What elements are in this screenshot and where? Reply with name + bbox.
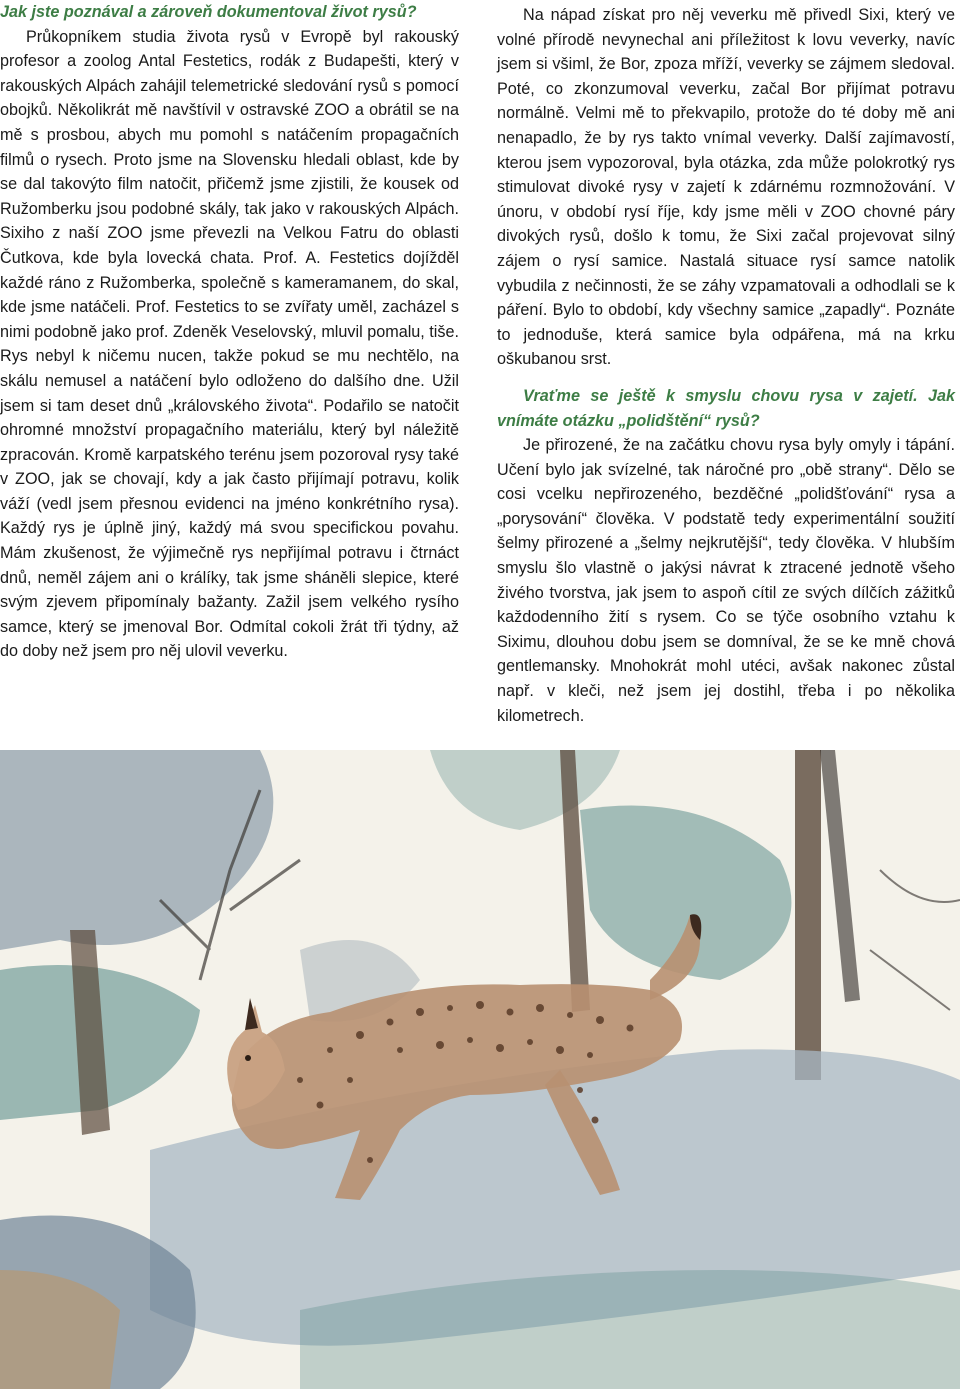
section-heading-1: Jak jste poznával a zároveň dokumentoval život rysů? [0,3,417,21]
left-paragraph: Průkopníkem studia života rysů v Evropě byl rakouský profesor a zoolog Antal Festetics, rodák z Budapešti, který v rakouských Alpách zahájil telemetrické sledování rysů s pomocí obojků. Několikrát mě navštívil v ostravské ZOO a obrátil se na mě s prosbou, abych mu pomohl s natáčením propagačních filmů o rysech. Proto jsme na Slovensku hledali oblast, kde by se dal takovýto film natočit, přičemž jsme zjistili, že kousek od Ružomberku jsou podobné skály, tak jako v rakouských Alpách. Sixiho z naší ZOO jsme převezli na Velkou Fatru do oblasti Čutkova, kde byla lovecká chata. Prof. A. Festetics dojížděl každé ráno z Ružomberka, společně s kameramanem, do skal, kde jsme natáčeli. Prof. Festetics to se zvířaty uměl, zacházel s nimi podobně jako prof. Zdeněk Veselovský, mluvil pomalu, tiše. Rys nebyl k ničemu nucen, takže pokud se mu nechtělo, na skálu nemusel a natáčení bylo odloženo do dalšího dne. Užil jsem si tam deset dnů „královského života“. Podařilo se natočit ohromné množství propagačního materiálu, který byl náležitě zpracován. Kromě karpatského terénu jsem pozoroval rysy také v ZOO, jak se chovají, kdy a jak často přijímají potravu, kolik váží (vedl jsem přesnou evidenci na jméno konkrétního rysa). Každý rys je úplně jiný, každý má svou specifickou povahu. Mám zkušenost, že výjimečně rys nepřijímal potravu i čtrnáct dnů, neměl zájem ani o králíky, tak jsme sháněli slepice, které svým zjevem připomínaly bažanty. Zažil jsem velkého rysího samce, který se jmenoval Bor. Odmítal cokoli žrát tři týdny, až do doby než jsem pro něj ulovil veverku. [0,27,459,661]
left-column [0,0,459,664]
right-paragraph-2: Je přirozené, že na začátku chovu rysa byly omyly i tápání. Učení bylo jak svízelné, tak náročné pro „obě strany“. Dělo se cosi vcelku nepřirozeného, bezděčné „polidšťování“ rysa a „porysování“ člověka. V podstatě tedy experimentální soužití šelmy přirozené a „šelmy nejkrutější“, tedy člověka. V hlubším smyslu šlo vlastně o jakýsi návrat k ztracené jednotě všeho živého tvorstva, jak jsem to aspoň cítil ze svých dílčích zážitků každodenního žití s rysem. Co se týče osobního vztahu k Siximu, dlouhou dobu jsem se domníval, že se ke mně chová gentlemansky. Mnohokrát mohl utéci, avšak nakonec zůstal např. v kleči, než jsem jej dostihl, třeba i po několika kilometrech. [497,436,955,725]
tree-trunk-right [795,750,821,1080]
right-column [497,3,955,728]
lynx-watercolor-illustration [0,750,960,1389]
lynx-painting [0,750,960,1389]
right-paragraph-1: Na nápad získat pro něj veverku mě přivedl Sixi, který ve volné přírodě nevynechal ani příležitost k lovu veverky, navíc jsem si všiml, že Bor, zpoza mříží, veverky se zájmem sledoval. Poté, co zkonzumoval veverku, začal Bor přijímat potravu normálně. Velmi mě to překvapilo, protože do té doby mě ani nenapadlo, že by rys takto vnímal veverky. Další zajímavostí, kterou jsem vypozoroval, byla otázka, zda může polokrotký rys stimulovat divoké rysy v zajetí k zdárnému rozmnožování. V únoru, v období rysí říje, kdy jsme měli v ZOO chovné páry divokých rysů, došlo k tomu, že Sixi začal projevovat silný zájem o rysí samice. Nastalá situace rysí samce natolik vybudila z nečinnosti, že se záhy vzpamatovali a odhodlali se k páření. Bylo to období, kdy všechny samice „zapadly“. Poznáte to jednoduše, která samice byla odpářena, má na krku oškubanou srst. [497,6,955,369]
section-heading-2: Vraťme se ještě k smyslu chovu rysa v zajetí. Jak vnímáte otázku „polidštění“ rysů? [497,386,955,430]
lynx-eye [245,1055,251,1061]
